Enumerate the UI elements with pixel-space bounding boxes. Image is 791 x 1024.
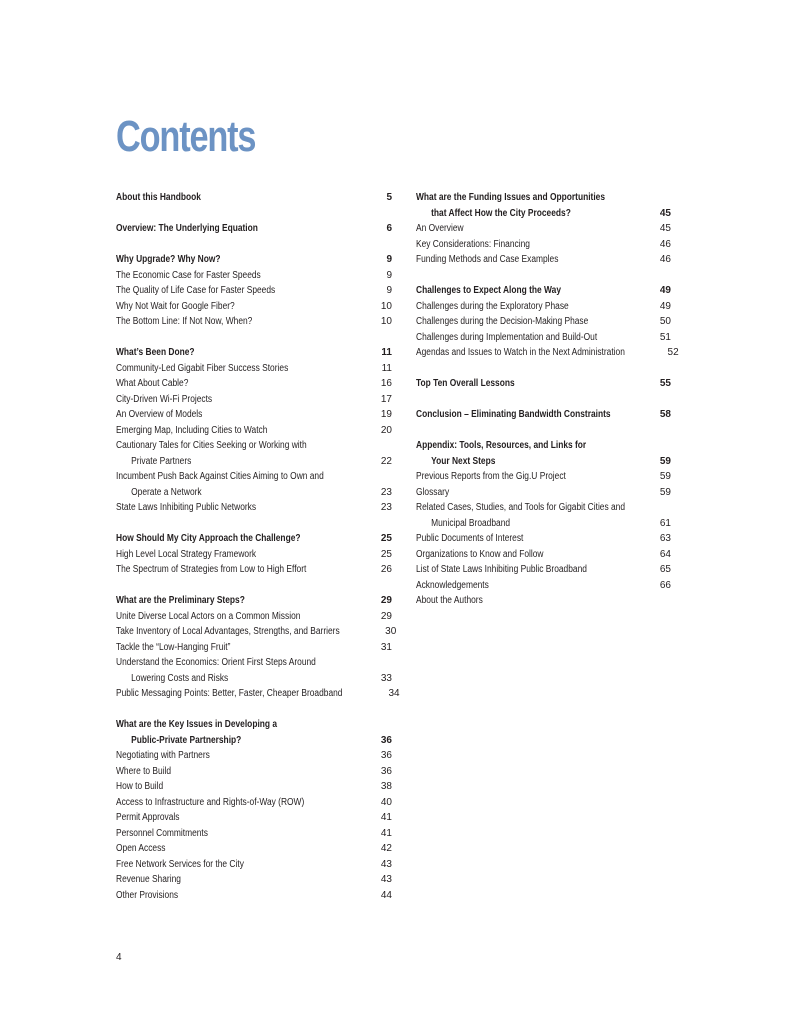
toc-entry-page: 43 — [380, 858, 392, 870]
toc-section-heading — [116, 221, 392, 237]
toc-entry-page: 36 — [380, 734, 392, 746]
toc-entry-title: Overview: The Underlying Equation — [116, 223, 258, 234]
toc-entry — [116, 376, 392, 392]
toc-entry-page: 58 — [659, 409, 671, 420]
toc-right-column — [416, 190, 679, 609]
toc-section-heading — [116, 190, 392, 206]
toc-entry-page: 25 — [380, 533, 392, 544]
toc-section-heading — [116, 345, 392, 361]
toc-entry-title: Public Messaging Points: Better, Faster, Cheaper Broadband — [116, 688, 343, 699]
toc-entry-title: Access to Infrastructure and Rights-of-Way (ROW) — [116, 796, 305, 808]
toc-section-heading — [416, 190, 671, 206]
toc-entry-title: Related Cases, Studies, and Tools for Gigabit Cities and — [416, 502, 626, 513]
toc-entry-title: City-Driven Wi-Fi Projects — [116, 393, 213, 405]
toc-entry-page: 50 — [659, 316, 671, 327]
toc-section-heading — [416, 206, 671, 222]
toc-section-heading — [116, 717, 392, 733]
toc-entry — [116, 500, 392, 516]
toc-entry-title: Key Considerations: Financing — [416, 238, 530, 250]
toc-entry-page: 9 — [386, 254, 392, 265]
toc-entry-page: 51 — [659, 331, 671, 343]
toc-entry-title: Funding Methods and Case Examples — [416, 254, 559, 265]
toc-spacer — [116, 206, 392, 222]
toc-entry — [116, 810, 392, 826]
toc-entry — [416, 345, 679, 361]
toc-section-heading — [416, 283, 671, 299]
toc-entry — [116, 438, 392, 454]
toc-entry-page: 45 — [659, 207, 671, 219]
toc-entry-title: What are the Key Issues in Developing a — [116, 719, 278, 730]
toc-entry-title: Why Upgrade? Why Now? — [116, 254, 221, 265]
toc-entry — [416, 252, 671, 268]
toc-section-heading — [416, 454, 671, 470]
toc-entry-title: The Spectrum of Strategies from Low to High Effort — [116, 564, 307, 575]
toc-entry-page: 46 — [659, 254, 671, 265]
toc-entry — [116, 872, 392, 888]
toc-entry-page: 49 — [659, 300, 671, 312]
toc-entry-page: 59 — [659, 486, 671, 498]
toc-entry — [116, 826, 392, 842]
toc-entry-page: 31 — [380, 641, 392, 653]
toc-entry-title: Personnel Commitments — [116, 827, 208, 839]
toc-entry — [416, 547, 671, 563]
toc-entry-page: 41 — [380, 812, 392, 823]
toc-entry-title: Challenges during the Decision-Making Phase — [416, 316, 589, 327]
toc-entry-page: 10 — [380, 300, 392, 312]
toc-entry-page: 5 — [386, 192, 392, 203]
page-title: Contents — [116, 112, 256, 161]
toc-left-column — [116, 190, 400, 903]
toc-entry-page: 9 — [386, 269, 392, 281]
toc-entry-page: 29 — [380, 595, 392, 606]
toc-entry-title: What’s Been Done? — [116, 347, 195, 358]
toc-entry — [116, 469, 392, 485]
toc-entry — [116, 764, 392, 780]
toc-entry — [116, 454, 392, 470]
toc-entry-title: Unite Diverse Local Actors on a Common Mission — [116, 610, 301, 622]
toc-entry — [116, 609, 392, 625]
toc-entry-title: Free Network Services for the City — [116, 858, 244, 870]
toc-entry-page: 23 — [380, 486, 392, 498]
toc-entry-page: 59 — [659, 471, 671, 482]
toc-entry — [116, 748, 392, 764]
toc-entry-title: Acknowledgements — [416, 579, 489, 591]
toc-entry-title: Glossary — [416, 486, 450, 498]
toc-entry — [116, 283, 392, 299]
toc-entry-title: What are the Funding Issues and Opportunities — [416, 192, 606, 203]
toc-entry-title: Open Access — [116, 843, 166, 854]
toc-entry — [116, 392, 392, 408]
toc-entry-title: List of State Laws Inhibiting Public Broadband — [416, 564, 587, 575]
toc-entry-title: Challenges during Implementation and Build-Out — [416, 331, 598, 343]
toc-entry-title: Conclusion – Eliminating Bandwidth Constraints — [416, 409, 611, 420]
toc-spacer — [116, 330, 392, 346]
toc-spacer — [416, 268, 671, 284]
toc-entry-page: 61 — [659, 517, 671, 529]
toc-entry-title: Cautionary Tales for Cities Seeking or Working with — [116, 440, 307, 451]
toc-entry-page: 52 — [667, 347, 679, 358]
toc-entry — [116, 640, 392, 656]
toc-entry-page: 49 — [659, 285, 671, 296]
toc-spacer — [116, 237, 392, 253]
toc-entry-page: 36 — [380, 765, 392, 777]
toc-entry-page: 11 — [381, 362, 392, 374]
toc-entry-page: 22 — [380, 455, 392, 467]
toc-entry-title: Municipal Broadband — [431, 517, 511, 529]
toc-entry-page: 33 — [380, 672, 392, 684]
toc-entry-title: Your Next Steps — [431, 455, 496, 467]
toc-entry-title: What About Cable? — [116, 378, 189, 389]
toc-entry-page: 38 — [380, 781, 392, 792]
toc-entry-page: 45 — [659, 223, 671, 234]
toc-entry-title: Public-Private Partnership? — [131, 734, 242, 746]
toc-entry-title: About this Handbook — [116, 192, 201, 203]
toc-entry-title: Where to Build — [116, 765, 172, 777]
toc-entry-title: Permit Approvals — [116, 812, 180, 823]
toc-entry-page: 11 — [381, 347, 392, 358]
toc-entry — [116, 779, 392, 795]
toc-entry-page: 9 — [386, 285, 392, 296]
toc-entry-title: Take Inventory of Local Advantages, Strengths, and Barriers — [116, 626, 340, 637]
toc-entry-page: 30 — [385, 626, 397, 637]
toc-entry-page: 16 — [380, 378, 392, 389]
toc-entry — [416, 469, 671, 485]
toc-spacer — [116, 702, 392, 718]
toc-spacer — [416, 392, 671, 408]
toc-entry — [116, 407, 392, 423]
toc-section-heading — [416, 376, 671, 392]
toc-entry — [116, 268, 392, 284]
toc-entry — [116, 857, 392, 873]
toc-entry-title: Incumbent Push Back Against Cities Aiming to Own and — [116, 471, 324, 482]
toc-entry — [416, 299, 671, 315]
toc-entry-title: The Bottom Line: If Not Now, When? — [116, 316, 253, 327]
toc-entry-page: 46 — [659, 238, 671, 250]
toc-entry-title: Emerging Map, Including Cities to Watch — [116, 424, 268, 436]
toc-entry — [116, 299, 392, 315]
toc-entry — [416, 485, 671, 501]
toc-entry — [416, 500, 671, 516]
toc-entry — [116, 841, 392, 857]
toc-entry-title: Understand the Economics: Orient First Steps Around — [116, 657, 316, 668]
toc-entry-title: Previous Reports from the Gig.U Project — [416, 471, 566, 482]
page-number: 4 — [116, 952, 122, 963]
toc-entry — [416, 314, 671, 330]
toc-entry-title: Challenges to Expect Along the Way — [416, 285, 562, 296]
toc-entry — [416, 330, 671, 346]
toc-entry — [116, 686, 400, 702]
toc-entry-page: 29 — [380, 610, 392, 622]
toc-entry — [116, 671, 392, 687]
toc-entry — [416, 578, 671, 594]
toc-entry-title: Agendas and Issues to Watch in the Next Administration — [416, 347, 625, 358]
toc-entry — [116, 624, 397, 640]
toc-entry-title: How Should My City Approach the Challenge? — [116, 533, 301, 544]
toc-entry — [416, 593, 671, 609]
toc-entry — [116, 547, 392, 563]
toc-spacer — [116, 516, 392, 532]
toc-entry-title: Public Documents of Interest — [416, 533, 524, 544]
toc-entry-page: 40 — [380, 796, 392, 808]
toc-entry-page: 6 — [386, 223, 392, 234]
toc-entry — [116, 485, 392, 501]
toc-section-heading — [116, 733, 392, 749]
toc-entry-page: 63 — [659, 533, 671, 544]
toc-entry-title: Other Provisions — [116, 889, 179, 901]
toc-entry — [416, 516, 671, 532]
toc-entry-title: Tackle the “Low-Hanging Fruit” — [116, 641, 231, 653]
toc-entry-title: Lowering Costs and Risks — [131, 672, 229, 684]
toc-entry — [416, 237, 671, 253]
toc-section-heading — [416, 438, 671, 454]
toc-entry-page: 25 — [380, 548, 392, 560]
toc-entry — [116, 361, 392, 377]
toc-entry — [416, 562, 671, 578]
toc-entry-title: Revenue Sharing — [116, 874, 181, 885]
toc-entry-title: High Level Local Strategy Framework — [116, 548, 257, 560]
toc-entry — [416, 531, 671, 547]
toc-entry-page: 41 — [380, 827, 392, 839]
toc-entry-page: 65 — [659, 564, 671, 575]
toc-entry-page: 44 — [380, 889, 392, 901]
toc-spacer — [416, 361, 671, 377]
toc-entry — [416, 221, 671, 237]
toc-entry-title: Organizations to Know and Follow — [416, 548, 544, 560]
toc-entry-page: 66 — [659, 579, 671, 591]
toc-entry — [116, 423, 392, 439]
toc-entry-title: About the Authors — [416, 595, 483, 606]
toc-section-heading — [116, 531, 392, 547]
toc-entry — [116, 562, 392, 578]
toc-entry — [116, 314, 392, 330]
toc-entry-page: 36 — [380, 750, 392, 761]
toc-entry-title: An Overview of Models — [116, 409, 203, 420]
toc-entry-title: Top Ten Overall Lessons — [416, 378, 515, 389]
toc-entry-title: Operate a Network — [131, 486, 202, 498]
toc-entry-page: 55 — [659, 378, 671, 389]
toc-entry-page: 19 — [380, 409, 392, 420]
toc-entry — [116, 655, 392, 671]
toc-entry-page: 43 — [380, 874, 392, 885]
toc-entry-page: 23 — [380, 502, 392, 513]
toc-entry-title: An Overview — [416, 223, 464, 234]
toc-entry — [116, 888, 392, 904]
toc-section-heading — [116, 593, 392, 609]
toc-entry-page: 10 — [380, 316, 392, 327]
toc-section-heading — [416, 407, 671, 423]
toc-entry-title: Appendix: Tools, Resources, and Links for — [416, 440, 587, 451]
toc-entry-title: State Laws Inhibiting Public Networks — [116, 502, 257, 513]
toc-entry-page: 26 — [380, 564, 392, 575]
toc-entry-page: 34 — [388, 688, 400, 699]
toc-entry-title: that Affect How the City Proceeds? — [431, 207, 571, 219]
toc-entry-title: Private Partners — [131, 455, 192, 467]
toc-entry-page: 64 — [659, 548, 671, 560]
toc-spacer — [416, 423, 671, 439]
toc-entry-page: 20 — [380, 424, 392, 436]
toc-entry-title: The Quality of Life Case for Faster Speeds — [116, 285, 276, 296]
toc-spacer — [116, 578, 392, 594]
toc-entry-title: Why Not Wait for Google Fiber? — [116, 300, 235, 312]
toc-section-heading — [116, 252, 392, 268]
toc-entry-title: Challenges during the Exploratory Phase — [416, 300, 569, 312]
toc-entry-page: 59 — [659, 455, 671, 467]
toc-entry-page: 17 — [380, 393, 392, 405]
toc-entry-page: 42 — [380, 843, 392, 854]
toc-entry-title: The Economic Case for Faster Speeds — [116, 269, 261, 281]
toc-entry-title: Community-Led Gigabit Fiber Success Stories — [116, 362, 289, 374]
toc-entry-title: Negotiating with Partners — [116, 750, 210, 761]
toc-entry-title: How to Build — [116, 781, 164, 792]
toc-entry-title: What are the Preliminary Steps? — [116, 595, 245, 606]
toc-entry — [116, 795, 392, 811]
